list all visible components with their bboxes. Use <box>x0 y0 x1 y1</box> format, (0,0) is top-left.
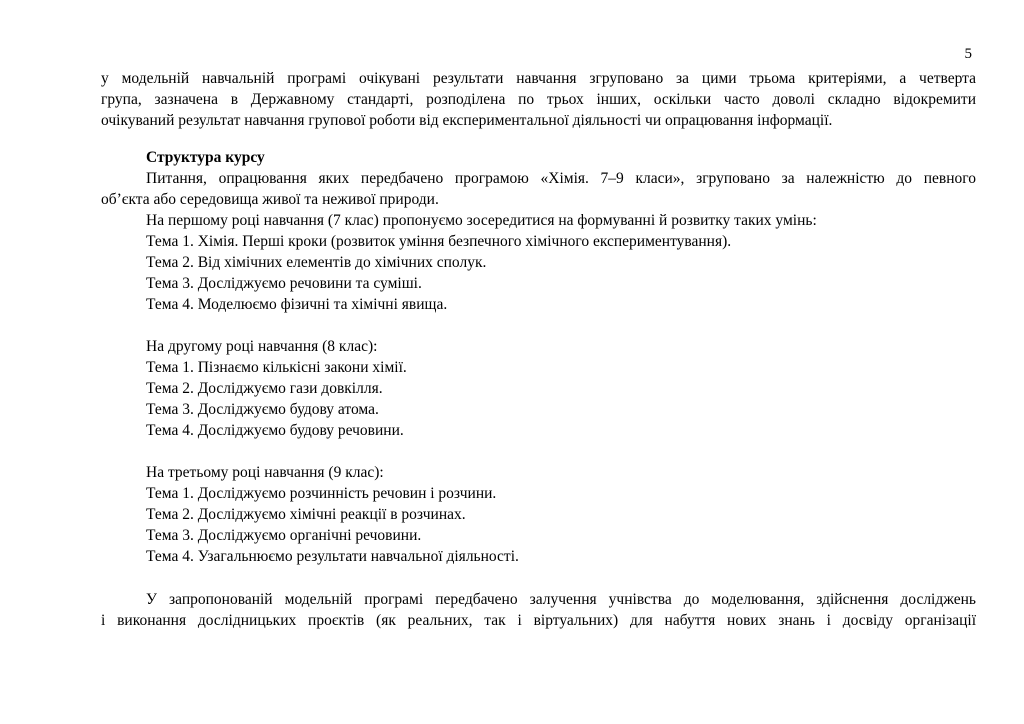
section-heading: Структура курсу <box>146 149 265 166</box>
year3-topic-1: Тема 1. Досліджуємо розчинність речовин і розчини. <box>146 485 497 502</box>
structure-para-line-2: об’єкта або середовища живої та неживої природи. <box>101 191 439 208</box>
structure-para-line-1: Питання, опрацювання яких передбачено програмою «Хімія. 7–9 класи», згруповано за належністю до певного <box>146 170 976 187</box>
year1-topic-4: Тема 4. Моделюємо фізичні та хімічні явища. <box>146 296 448 313</box>
year1-topic-3: Тема 3. Досліджуємо речовини та суміші. <box>146 275 422 292</box>
year3-topic-3: Тема 3. Досліджуємо органічні речовини. <box>146 527 422 544</box>
closing-line-1: У запропонованій модельній програмі передбачено залучення учнівства до моделювання, здійснення досліджень <box>146 591 976 608</box>
year3-topic-2: Тема 2. Досліджуємо хімічні реакції в розчинах. <box>146 506 466 523</box>
intro-line-1: у модельній навчальній програмі очікувані результати навчання згруповано за цими трьома критеріями, а четверта <box>101 70 976 87</box>
year1-topic-1: Тема 1. Хімія. Перші кроки (розвиток уміння безпечного хімічного експериментування). <box>146 233 732 250</box>
year2-topic-2: Тема 2. Досліджуємо гази довкілля. <box>146 380 383 397</box>
intro-line-3: очікуваний результат навчання групової роботи від експериментальної діяльності чи опрацювання інформації. <box>101 112 833 129</box>
year1-intro: На першому році навчання (7 клас) пропонуємо зосередитися на формуванні й розвитку таких умінь: <box>146 212 817 229</box>
year2-topic-1: Тема 1. Пізнаємо кількісні закони хімії. <box>146 359 407 376</box>
intro-line-2: група, зазначена в Державному стандарті, розподілена по трьох інших, оскільки часто доволі складно відокремити <box>101 91 976 108</box>
year2-topic-3: Тема 3. Досліджуємо будову атома. <box>146 401 379 418</box>
year2-intro: На другому році навчання (8 клас): <box>146 338 378 355</box>
year3-topic-4: Тема 4. Узагальнюємо результати навчальної діяльності. <box>146 548 519 565</box>
year1-topic-2: Тема 2. Від хімічних елементів до хімічних сполук. <box>146 254 487 271</box>
year3-intro: На третьому році навчання (9 клас): <box>146 464 384 481</box>
document-body <box>101 68 976 631</box>
closing-line-2: і виконання дослідницьких проєктів (як реальних, так і віртуальних) для набуття нових знань і досвіду організації <box>101 612 976 629</box>
year2-topic-4: Тема 4. Досліджуємо будову речовини. <box>146 422 404 439</box>
page-number: 5 <box>964 46 972 62</box>
